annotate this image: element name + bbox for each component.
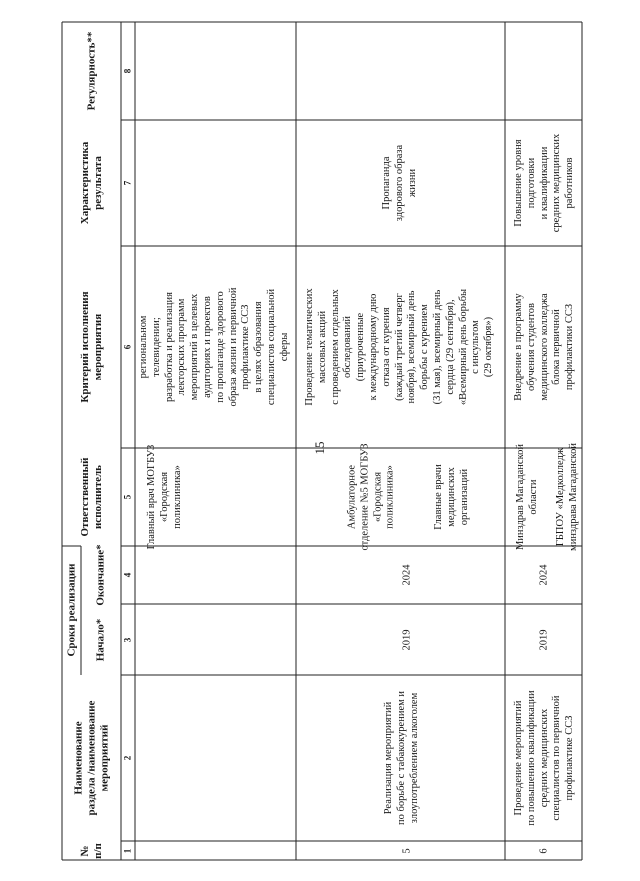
col-number-5: 5	[122, 494, 133, 500]
row6-end: 2024	[538, 564, 550, 586]
row5-responsible-a: Амбулаторное отделение №5 МОГБУЗ «Городская поликлиника»	[346, 443, 396, 551]
header-end: Окончание*	[94, 544, 107, 606]
row5-end: 2024	[401, 564, 413, 586]
page-number: 15	[312, 441, 327, 455]
row6-start: 2019	[538, 629, 550, 651]
row-cont-responsible: Главный врач МОГБУЗ «Городская поликлиника»	[145, 444, 183, 550]
col-number-2: 2	[122, 755, 133, 761]
row6-criterion: Внедрение в программу обучения студентов медицинского колледжа блока первичной профилактики ССЗ	[513, 293, 576, 401]
col-number-4: 4	[122, 572, 133, 578]
col-number-1: 1	[122, 848, 133, 854]
row5-criterion: Проведение тематических массовых акций с проведением отдельных обследований (приуроченные к международному дню отказа от курения (каждый третий четверг ноября), всемирный день борьбы с курением (31 мая), всемирный день сердца (29 сентября), «Всемирный день борьбы с инсультом (29 октября»)	[304, 288, 495, 406]
row-cont-criterion: региональном телевидении; разработка и реализация лекторских программ мероприятий в целевых аудиториях и проектов по пропаганде здорового образа жизни и первичной профилактике ССЗ в целях образования специалистов социальной сферы	[138, 287, 290, 407]
header-regularity: Регулярность**	[85, 31, 98, 111]
header-result: Характеристика результата	[79, 141, 104, 225]
header-terms-group: Сроки реализации	[65, 563, 78, 657]
row5-name: Реализация мероприятий по борьбе с табакокурением и злоупотреблением алкоголем	[382, 691, 420, 825]
header-criterion: Критерий исполнения мероприятия	[79, 291, 104, 403]
col-number-8: 8	[122, 68, 133, 74]
header-start: Начало*	[94, 618, 107, 662]
header-name: Наименование раздела /наименование мероприятий	[72, 700, 111, 816]
row6-responsible-b: ГБПОУ «Медколледж минздрава Магаданской	[555, 443, 579, 551]
row6-result: Повышение уровня подготовки и квалификации средних медицинских работников	[513, 133, 576, 233]
col-number-3: 3	[122, 637, 133, 643]
row5-result: Пропаганда здорового образа жизни	[380, 144, 418, 222]
header-responsible: Ответственный исполнитель	[79, 457, 104, 537]
col-number-7: 7	[122, 180, 133, 186]
row6-responsible-a: Минздрав Магаданской области	[515, 443, 539, 551]
row6-number: 6	[538, 848, 550, 854]
row6-name: Проведение мероприятий по повышению квалификации средних медицинских специалистов по первичной профилактике ССЗ	[513, 690, 576, 826]
header-number: № п/п	[79, 843, 104, 859]
row5-responsible-b: Главные врачи медицинских организаций	[432, 464, 470, 530]
col-number-6: 6	[122, 344, 133, 350]
row5-number: 5	[401, 848, 413, 854]
row5-start: 2019	[401, 629, 413, 651]
